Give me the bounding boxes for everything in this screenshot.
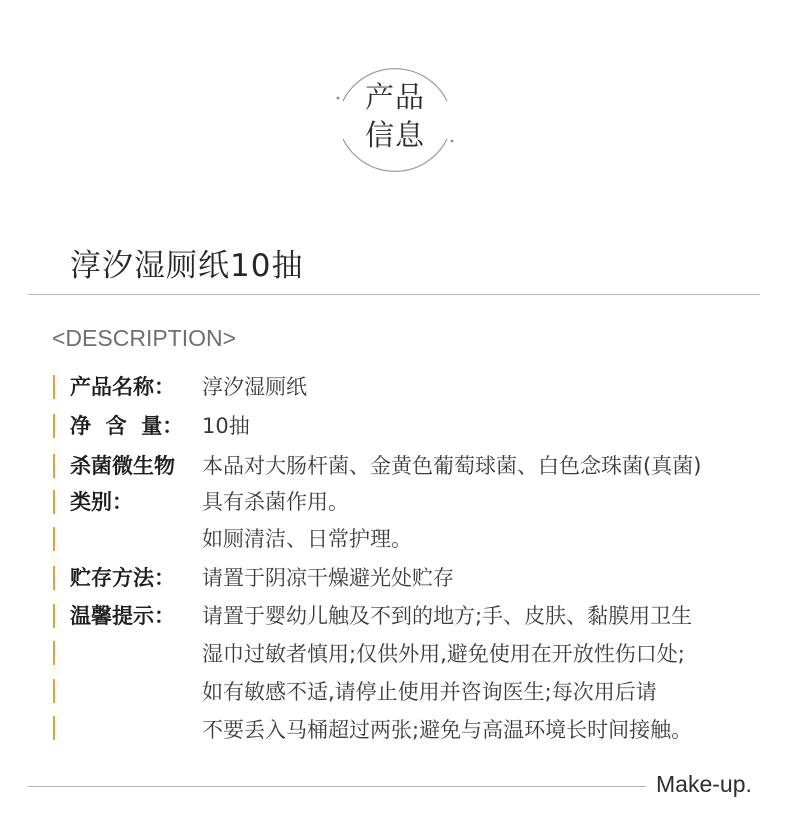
- value-tips-line: 如有敏感不适,请停止使用并咨询医生;每次用后请: [202, 680, 657, 704]
- badge-line-2: 信息: [364, 118, 425, 152]
- label-bacteria-1: 杀菌微生物: [70, 454, 175, 478]
- description-tag: <DESCRIPTION>: [52, 325, 237, 351]
- value-net-content: 10抽: [202, 414, 250, 438]
- value-product-name: 淳汐湿厕纸: [202, 375, 307, 399]
- label-storage: 贮存方法：: [70, 566, 175, 590]
- label-bacteria-2: 类别：: [70, 490, 133, 514]
- value-bacteria-line: 具有杀菌作用。: [202, 490, 349, 514]
- value-bacteria-line: 如厕清洁、日常护理。: [202, 527, 412, 551]
- label-tips: 温馨提示：: [70, 604, 175, 628]
- label-net-content: 净 含 量：: [70, 414, 184, 438]
- accent-bar: [53, 414, 55, 438]
- divider-top: [28, 294, 760, 295]
- accent-bar: [53, 375, 55, 399]
- label-product-name: 产品名称：: [70, 375, 175, 399]
- accent-bar: [53, 566, 55, 590]
- accent-bar: [53, 641, 55, 665]
- accent-bar: [53, 679, 55, 703]
- badge-line-1: 产品: [364, 80, 425, 114]
- product-title: 淳汐湿厕纸10抽: [70, 248, 304, 284]
- value-tips-line: 湿巾过敏者慎用;仅供外用,避免使用在开放性伤口处;: [202, 642, 685, 666]
- accent-bar: [53, 716, 55, 740]
- divider-bottom: [28, 786, 646, 787]
- accent-bar: [53, 604, 55, 628]
- accent-bar: [53, 527, 55, 551]
- value-tips-line: 不要丢入马桶超过两张;避免与高温环境长时间接触。: [202, 718, 693, 742]
- value-storage: 请置于阴凉干燥避光处贮存: [202, 566, 454, 590]
- accent-bar: [53, 490, 55, 514]
- info-badge: [335, 57, 455, 182]
- value-tips-line: 请置于婴幼儿触及不到的地方;手、皮肤、黏膜用卫生: [202, 604, 693, 628]
- value-bacteria-line: 本品对大肠杆菌、金黄色葡萄球菌、白色念珠菌(真菌): [202, 454, 702, 478]
- footer-text: Make-up.: [656, 771, 752, 797]
- accent-bar: [53, 454, 55, 478]
